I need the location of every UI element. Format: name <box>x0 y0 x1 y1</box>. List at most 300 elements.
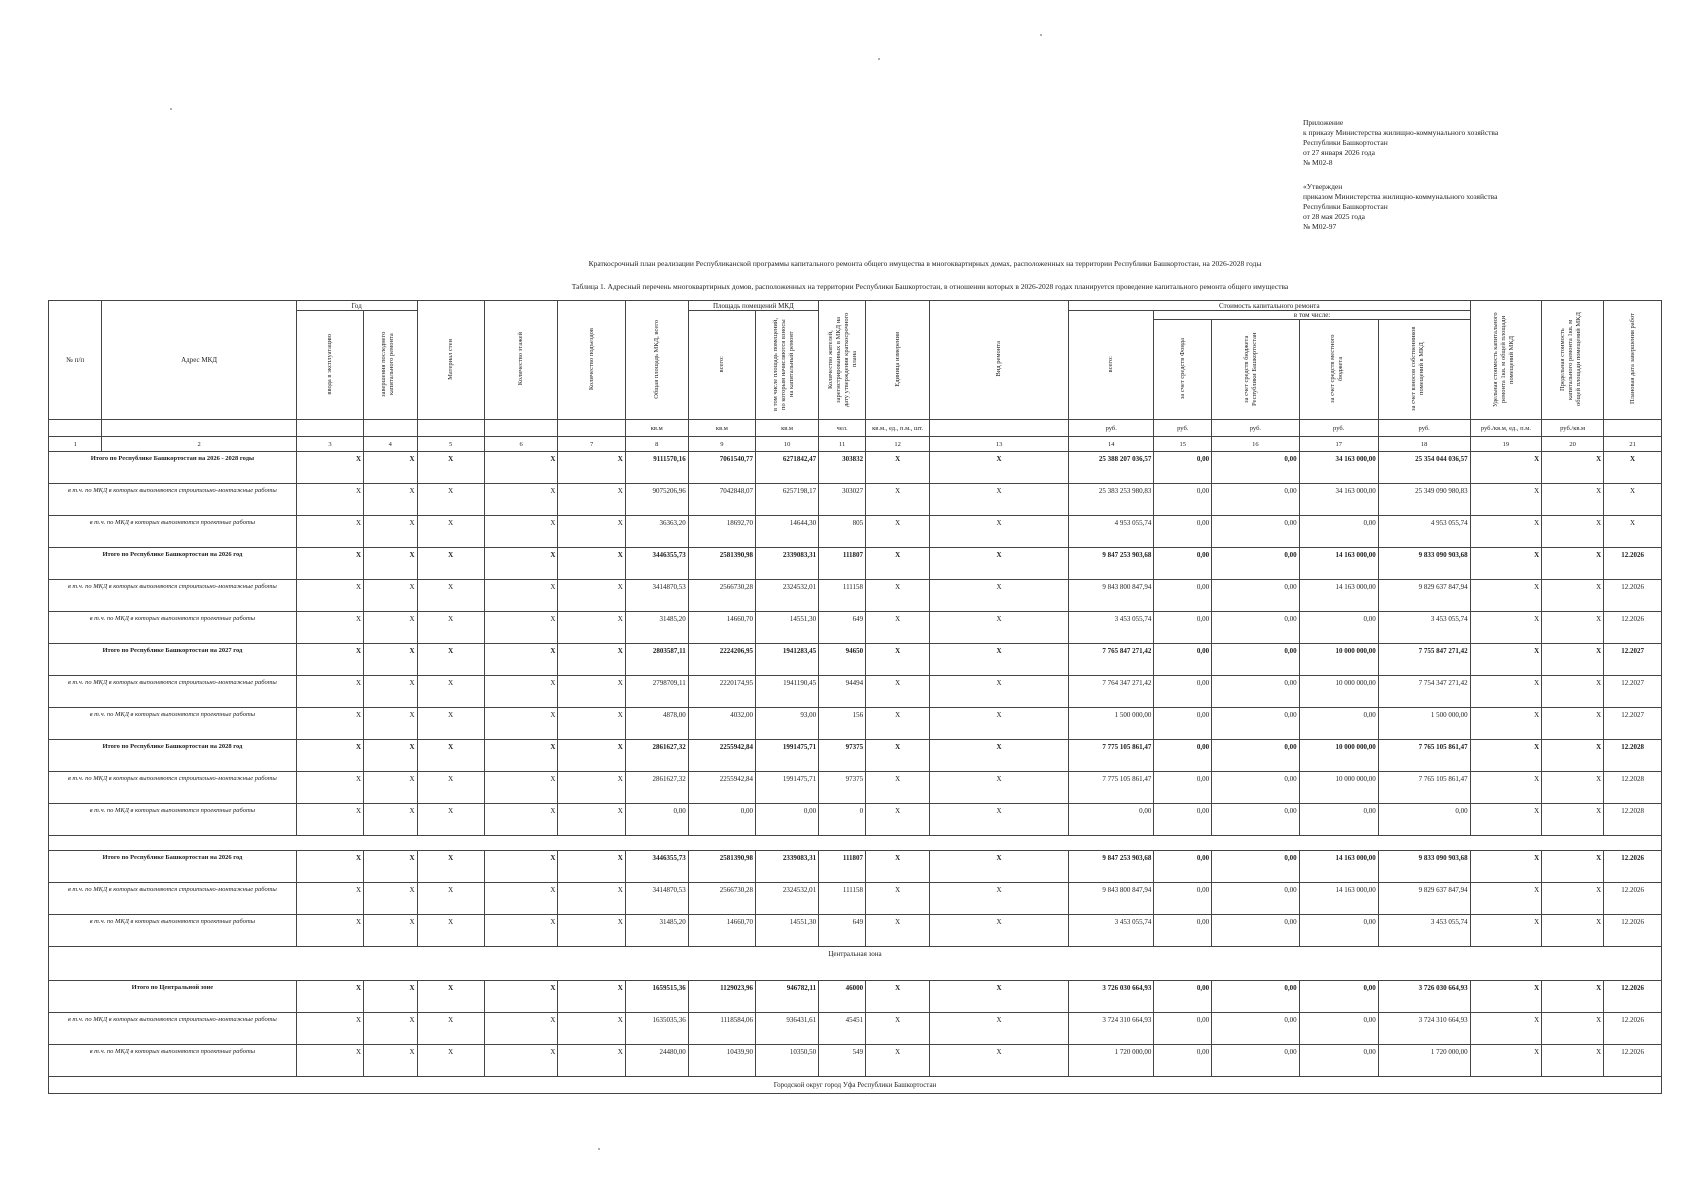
table-cell: 10 000 000,00 <box>1299 644 1378 676</box>
header-cost: Стоимость капитального ремонта <box>1068 301 1470 311</box>
table-cell: X <box>417 915 484 947</box>
table-cell: X <box>417 883 484 915</box>
table-cell: 2581390,98 <box>688 548 755 580</box>
table-cell: X <box>1470 708 1542 740</box>
column-number: 21 <box>1604 437 1662 452</box>
table-cell: 10 000 000,00 <box>1299 772 1378 804</box>
table-row <box>49 804 1662 836</box>
scan-speck <box>1040 34 1042 36</box>
table-cell: 7 775 105 861,47 <box>1068 740 1153 772</box>
unit-cell: руб. <box>1299 420 1378 437</box>
table-cell: 2566730,28 <box>688 580 755 612</box>
table-cell: 0,00 <box>1154 612 1212 644</box>
approved-line: № М02-97 <box>1303 222 1337 231</box>
table-cell: X <box>484 1013 558 1045</box>
table-row <box>49 883 1662 915</box>
table-cell: X <box>1542 484 1604 516</box>
table-cell: X <box>1542 1045 1604 1077</box>
column-number: 4 <box>364 437 417 452</box>
table-cell: X <box>364 516 417 548</box>
table-cell: 0,00 <box>1154 580 1212 612</box>
table-cell: 12.2028 <box>1604 772 1662 804</box>
table-cell: X <box>1542 883 1604 915</box>
table-cell: 12.2026 <box>1604 883 1662 915</box>
table-cell: X <box>1542 548 1604 580</box>
table-cell: X <box>930 981 1069 1013</box>
table-cell: 4 953 055,74 <box>1068 516 1153 548</box>
table-cell: 0,00 <box>1154 676 1212 708</box>
table-cell: X <box>558 580 625 612</box>
header-unit: Единица измерения <box>893 331 901 387</box>
table-cell: X <box>930 1045 1069 1077</box>
table-cell: X <box>1542 612 1604 644</box>
column-number: 5 <box>417 437 484 452</box>
table-cell: X <box>930 516 1069 548</box>
table-cell: X <box>1542 804 1604 836</box>
table-cell: 14644,30 <box>756 516 819 548</box>
table-cell: X <box>296 484 363 516</box>
table-cell: X <box>296 644 363 676</box>
row-label: в т.ч. по МКД в которых выполняются проектные работы <box>49 804 297 836</box>
table-cell: X <box>558 1045 625 1077</box>
table-cell: 0,00 <box>1212 740 1300 772</box>
table-cell: X <box>417 804 484 836</box>
scan-speck <box>878 58 880 60</box>
unit-cell-empty <box>484 420 558 437</box>
table-cell: 25 388 207 036,57 <box>1068 452 1153 484</box>
table-cell: 9 847 253 903,68 <box>1068 548 1153 580</box>
table-cell: X <box>930 676 1069 708</box>
table-cell: 0,00 <box>1154 804 1212 836</box>
column-number: 14 <box>1068 437 1153 452</box>
scan-speck <box>598 1148 600 1150</box>
table-cell: X <box>866 612 930 644</box>
table-cell: 9 843 800 847,94 <box>1068 580 1153 612</box>
table-cell: 12.2026 <box>1604 1045 1662 1077</box>
table-cell: X <box>866 708 930 740</box>
unit-cell-empty <box>417 420 484 437</box>
table-row <box>49 740 1662 772</box>
table-cell: X <box>417 740 484 772</box>
table-cell: 0,00 <box>1378 804 1470 836</box>
table-cell: X <box>296 580 363 612</box>
table-cell: 2224206,95 <box>688 644 755 676</box>
header-cost-total: всего: <box>1107 355 1115 373</box>
table-cell: X <box>866 516 930 548</box>
header-premises-total: всего: <box>717 355 725 373</box>
table-cell: 31485,20 <box>625 612 688 644</box>
table-cell: X <box>930 644 1069 676</box>
table-cell: X <box>296 915 363 947</box>
table-cell: X <box>484 516 558 548</box>
table-cell: 936431,61 <box>756 1013 819 1045</box>
table-cell: X <box>866 676 930 708</box>
table-cell: X <box>1470 516 1542 548</box>
table-cell: X <box>866 548 930 580</box>
approved-line: от 28 мая 2025 года <box>1303 212 1365 221</box>
table-cell: 14551,30 <box>756 915 819 947</box>
table-row <box>49 915 1662 947</box>
table-cell: X <box>866 1013 930 1045</box>
table-cell: X <box>1470 484 1542 516</box>
unit-cell-empty <box>364 420 417 437</box>
table-cell: X <box>417 981 484 1013</box>
table-cell: X <box>930 915 1069 947</box>
table-cell: 94494 <box>819 676 866 708</box>
table-cell: X <box>1604 452 1662 484</box>
table-cell: X <box>364 740 417 772</box>
table-cell: X <box>558 851 625 883</box>
table-cell: X <box>1542 915 1604 947</box>
table-cell: 111158 <box>819 883 866 915</box>
table-cell: X <box>558 772 625 804</box>
row-label: Итого по Республике Башкортостан на 2026 год <box>49 548 297 580</box>
table-cell: 25 349 090 980,83 <box>1378 484 1470 516</box>
unit-cell: руб./кв.м, ед., п.м. <box>1470 420 1542 437</box>
table-cell: 0,00 <box>1212 452 1300 484</box>
table-cell: X <box>930 740 1069 772</box>
approved-line: «Утвержден <box>1303 182 1343 191</box>
table-cell: 0,00 <box>1154 452 1212 484</box>
table-cell: 0,00 <box>1154 851 1212 883</box>
table-cell: 10439,90 <box>688 1045 755 1077</box>
table-cell: X <box>1542 580 1604 612</box>
table-row <box>49 516 1662 548</box>
table-cell: X <box>296 883 363 915</box>
table-cell: X <box>364 772 417 804</box>
table-cell: 1941283,45 <box>756 644 819 676</box>
table-cell: X <box>558 452 625 484</box>
table-cell: 1991475,71 <box>756 772 819 804</box>
table-cell: 14660,70 <box>688 612 755 644</box>
table-cell: 0,00 <box>1212 804 1300 836</box>
table-cell: X <box>558 804 625 836</box>
table-cell: 3414870,53 <box>625 883 688 915</box>
table-cell: 0,00 <box>1154 1045 1212 1077</box>
row-label: в т.ч. по МКД в которых выполняются строительно-монтажные работы <box>49 883 297 915</box>
unit-cell: руб./кв.м <box>1542 420 1604 437</box>
table-cell: 9111570,16 <box>625 452 688 484</box>
table-cell: X <box>1470 612 1542 644</box>
table-cell: X <box>930 452 1069 484</box>
table-cell: 12.2026 <box>1604 915 1662 947</box>
table-cell: X <box>1542 772 1604 804</box>
table-cell: 14 163 000,00 <box>1299 548 1378 580</box>
table-cell: X <box>1470 740 1542 772</box>
row-label: в т.ч. по МКД в которых выполняются строительно-монтажные работы <box>49 580 297 612</box>
table-cell: X <box>364 883 417 915</box>
table-cell: 1659515,36 <box>625 981 688 1013</box>
table-cell: X <box>866 915 930 947</box>
table-cell: X <box>930 708 1069 740</box>
table-cell: X <box>484 915 558 947</box>
table-cell: X <box>1542 452 1604 484</box>
table-cell: X <box>558 548 625 580</box>
table-cell: 14 163 000,00 <box>1299 580 1378 612</box>
table-cell: 0,00 <box>756 804 819 836</box>
zone-ufa-label: Городской округ город Уфа Республики Башкортостан <box>49 1077 1662 1094</box>
table-cell: X <box>1470 644 1542 676</box>
column-number: 15 <box>1154 437 1212 452</box>
column-number: 3 <box>296 437 363 452</box>
table-cell: 25 354 044 036,57 <box>1378 452 1470 484</box>
unit-cell: руб. <box>1212 420 1300 437</box>
table-cell: 2324532,01 <box>756 883 819 915</box>
table-cell: X <box>930 484 1069 516</box>
table-cell: 0,00 <box>1154 915 1212 947</box>
header-entrances: Количество подъездов <box>587 327 595 391</box>
table-cell: 45451 <box>819 1013 866 1045</box>
table-cell: 6257198,17 <box>756 484 819 516</box>
table-cell: 0,00 <box>1299 1045 1378 1077</box>
header-year: Год <box>296 301 417 311</box>
unit-cell: кв.м <box>756 420 819 437</box>
approval-block <box>1303 118 1633 168</box>
approved-block <box>1303 182 1633 232</box>
table-cell: 1 500 000,00 <box>1378 708 1470 740</box>
table-cell: 18692,70 <box>688 516 755 548</box>
row-label: Итого по Республике Башкортостан на 2026 год <box>49 851 297 883</box>
table-cell: 7 755 847 271,42 <box>1378 644 1470 676</box>
table-cell: 14551,30 <box>756 612 819 644</box>
column-number: 2 <box>102 437 296 452</box>
table-cell: X <box>1542 676 1604 708</box>
table-cell: X <box>930 804 1069 836</box>
header-num: № п/п <box>49 301 102 420</box>
table-cell: 10350,50 <box>756 1045 819 1077</box>
table-cell: X <box>364 915 417 947</box>
table-cell: 0,00 <box>1212 708 1300 740</box>
table-cell: X <box>484 452 558 484</box>
table-cell: X <box>1470 580 1542 612</box>
table-cell: 805 <box>819 516 866 548</box>
table-cell: 12.2026 <box>1604 851 1662 883</box>
table-cell: 3 453 055,74 <box>1068 915 1153 947</box>
table-cell: 3 453 055,74 <box>1068 612 1153 644</box>
spacer-row <box>49 836 1662 851</box>
table-cell: X <box>296 851 363 883</box>
approval-line: Приложение <box>1303 118 1344 127</box>
row-label: в т.ч. по МКД в которых выполняются строительно-монтажные работы <box>49 676 297 708</box>
table-cell: 111807 <box>819 548 866 580</box>
table-cell: 0,00 <box>1212 772 1300 804</box>
header-floors: Количество этажей <box>517 332 525 386</box>
zone-row <box>49 1077 1662 1094</box>
table-cell: X <box>1470 804 1542 836</box>
row-label: Итого по Центральной зоне <box>49 981 297 1013</box>
table-cell: 0,00 <box>688 804 755 836</box>
table-cell: 156 <box>819 708 866 740</box>
table-cell: 3 453 055,74 <box>1378 915 1470 947</box>
table-cell: X <box>364 851 417 883</box>
table-cell: 9 829 637 847,94 <box>1378 883 1470 915</box>
table-cell: 93,00 <box>756 708 819 740</box>
table-cell: 7 765 105 861,47 <box>1378 772 1470 804</box>
column-number: 8 <box>625 437 688 452</box>
table-cell: X <box>866 484 930 516</box>
table-cell: 12.2027 <box>1604 644 1662 676</box>
table-cell: 3 726 030 664,93 <box>1378 981 1470 1013</box>
table-cell: 7 754 347 271,42 <box>1378 676 1470 708</box>
table-cell: 10 000 000,00 <box>1299 740 1378 772</box>
table-cell: X <box>484 851 558 883</box>
approved-line: Республики Башкортостан <box>1303 202 1388 211</box>
table-cell: 31485,20 <box>625 915 688 947</box>
header-cost-republic: за счет средств бюджета Республики Башкортостан <box>1243 331 1259 406</box>
table-cell: 0,00 <box>1068 804 1153 836</box>
table-cell: 2255942,84 <box>688 772 755 804</box>
table-cell: 12.2026 <box>1604 981 1662 1013</box>
table-cell: X <box>364 981 417 1013</box>
row-label: Итого по Республике Башкортостан на 2027 год <box>49 644 297 676</box>
table-cell: 0,00 <box>1212 516 1300 548</box>
unit-cell <box>1604 420 1662 437</box>
table-cell: X <box>484 676 558 708</box>
table-cell: 1635035,36 <box>625 1013 688 1045</box>
unit-cell: кв.м <box>688 420 755 437</box>
table-cell: X <box>1470 676 1542 708</box>
table-cell: X <box>417 851 484 883</box>
table-cell: X <box>558 644 625 676</box>
scan-speck <box>170 108 172 110</box>
table-cell: 9075206,96 <box>625 484 688 516</box>
column-numbers-row <box>49 437 1662 452</box>
approval-line: к приказу Министерства жилищно-коммунального хозяйства <box>1303 128 1499 137</box>
table-cell: X <box>930 612 1069 644</box>
table-cell: 12.2026 <box>1604 580 1662 612</box>
table-row <box>49 612 1662 644</box>
units-row <box>49 420 1662 437</box>
row-label: в т.ч. по МКД в которых выполняются проектные работы <box>49 915 297 947</box>
unit-cell: кв.м <box>625 420 688 437</box>
table-cell: X <box>866 772 930 804</box>
column-number: 11 <box>819 437 866 452</box>
table-cell: X <box>296 772 363 804</box>
table-subtitle: Таблица 1. Адресный перечень многоквартирных домов, расположенных на территории Республики Башкортостан, в отношении которых в 2026-2028 годах планируется проведение капитального ремонта общего имущества <box>571 282 1289 291</box>
table-cell: 946782,11 <box>756 981 819 1013</box>
column-number: 13 <box>930 437 1069 452</box>
table-cell: X <box>1470 1013 1542 1045</box>
header-wall-material: Материал стен <box>446 338 454 380</box>
table-cell: 1941190,45 <box>756 676 819 708</box>
header-cost-incl: в том числе: <box>1154 311 1470 320</box>
table-cell: 0,00 <box>1212 644 1300 676</box>
table-cell: 1129023,96 <box>688 981 755 1013</box>
table-cell: X <box>558 1013 625 1045</box>
column-number: 10 <box>756 437 819 452</box>
table-row <box>49 484 1662 516</box>
header-cost-owners: за счет взносов собственников помещений в МКД <box>1410 326 1426 411</box>
table-cell: X <box>558 883 625 915</box>
table-cell: 1118584,06 <box>688 1013 755 1045</box>
table-cell: X <box>484 883 558 915</box>
table-cell: X <box>558 708 625 740</box>
table-cell: X <box>484 740 558 772</box>
column-number: 9 <box>688 437 755 452</box>
table-cell: X <box>417 772 484 804</box>
unit-cell: руб. <box>1068 420 1153 437</box>
table-cell: X <box>484 708 558 740</box>
table-cell: X <box>930 1013 1069 1045</box>
table-cell: X <box>866 580 930 612</box>
unit-cell: руб. <box>1378 420 1470 437</box>
table-cell: X <box>417 612 484 644</box>
table-cell: X <box>1470 915 1542 947</box>
table-cell: X <box>866 452 930 484</box>
table-cell: 0,00 <box>1212 676 1300 708</box>
header-cost-fund: за счет средств Фонда <box>1178 337 1186 400</box>
unit-cell: чел. <box>819 420 866 437</box>
column-number: 1 <box>49 437 102 452</box>
unit-cell-empty <box>558 420 625 437</box>
column-number: 20 <box>1542 437 1604 452</box>
unit-cell <box>930 420 1069 437</box>
table-cell: 36363,20 <box>625 516 688 548</box>
header-cost-local: за счет средств местного бюджета <box>1328 334 1344 403</box>
table-cell: 0,00 <box>1212 548 1300 580</box>
table-cell: 3446355,73 <box>625 851 688 883</box>
table-cell: X <box>364 452 417 484</box>
unit-cell: кв.м., ед., п.м., шт. <box>866 420 930 437</box>
table-cell: 6271842,47 <box>756 452 819 484</box>
table-cell: X <box>296 1045 363 1077</box>
table-cell: X <box>1604 516 1662 548</box>
table-row <box>49 981 1662 1013</box>
table-cell: 9 829 637 847,94 <box>1378 580 1470 612</box>
table-cell: X <box>296 676 363 708</box>
table-cell: 24480,00 <box>625 1045 688 1077</box>
table-cell: X <box>930 772 1069 804</box>
table-cell: X <box>484 772 558 804</box>
table-cell: X <box>558 915 625 947</box>
zone-row <box>49 947 1662 981</box>
table-cell: 12.2026 <box>1604 548 1662 580</box>
table-cell: X <box>558 516 625 548</box>
row-label: Итого по Республике Башкортостан на 2028 год <box>49 740 297 772</box>
table-cell: X <box>1542 708 1604 740</box>
table-row <box>49 548 1662 580</box>
table-cell: X <box>417 676 484 708</box>
table-cell: 4878,00 <box>625 708 688 740</box>
table-cell: X <box>558 981 625 1013</box>
table-cell: X <box>1542 740 1604 772</box>
table-cell: 34 163 000,00 <box>1299 452 1378 484</box>
table-cell: X <box>296 981 363 1013</box>
header-residents: Количество жителей, зарегистрированных в МКД на дату утверждения краткосрочного плана <box>827 311 859 407</box>
header-address: Адрес МКД <box>102 301 296 420</box>
table-cell: X <box>296 516 363 548</box>
table-cell: X <box>484 612 558 644</box>
table-cell: X <box>558 484 625 516</box>
header-premises-area: Площадь помещений МКД <box>688 301 818 311</box>
table-cell: X <box>866 883 930 915</box>
table-cell: X <box>484 1045 558 1077</box>
table-cell: 12.2028 <box>1604 740 1662 772</box>
table-cell: X <box>364 708 417 740</box>
table-cell: 0,00 <box>1154 708 1212 740</box>
table-cell: 111158 <box>819 580 866 612</box>
table-cell: X <box>1470 1045 1542 1077</box>
header-premises-paid: в том числе площадь помещений, по которым начисляются взносы на капитальный ремонт <box>772 317 796 411</box>
table-body <box>49 452 1662 1094</box>
table-cell: X <box>296 452 363 484</box>
row-label: в т.ч. по МКД в которых выполняются строительно-монтажные работы <box>49 1013 297 1045</box>
table-cell: 1 720 000,00 <box>1068 1045 1153 1077</box>
table-cell: X <box>866 644 930 676</box>
table-cell: 111807 <box>819 851 866 883</box>
table-cell: X <box>866 981 930 1013</box>
table-cell: X <box>296 708 363 740</box>
